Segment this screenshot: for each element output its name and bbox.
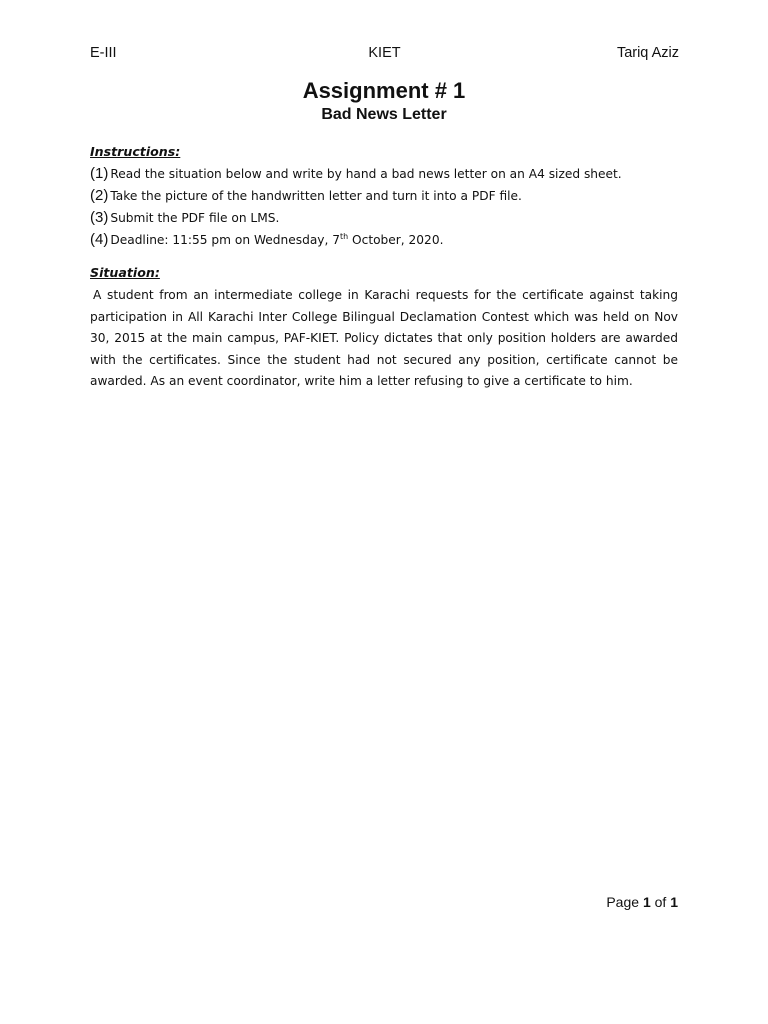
- list-item: [90, 229, 678, 251]
- current-page-number: 1: [642, 894, 651, 910]
- of-label: of: [654, 894, 667, 910]
- header-course-code: E-III: [90, 45, 117, 61]
- page-title: Assignment # 1: [302, 78, 466, 103]
- list-item-number: (1): [90, 165, 109, 182]
- list-item-number: (3): [90, 209, 109, 226]
- header-institution: KIET: [368, 45, 401, 61]
- total-page-count: 1: [670, 894, 678, 910]
- instructions-heading: Instructions:: [90, 144, 181, 159]
- deadline-ordinal-suffix: th: [340, 231, 349, 241]
- situation-heading: Situation:: [90, 265, 160, 280]
- header-instructor: Tariq Aziz: [616, 45, 679, 61]
- list-item-text: Read the situation below and write by hand a bad news letter on an A4 sized sheet.: [110, 167, 622, 181]
- list-item-text: Take the picture of the handwritten letter and turn it into a PDF file.: [110, 189, 522, 203]
- list-item: [90, 163, 678, 185]
- deadline-text-end: October, 2020.: [348, 233, 444, 247]
- list-item-number: (4): [90, 231, 109, 248]
- list-item-number: (2): [90, 187, 109, 204]
- page-subtitle: Bad News Letter: [321, 106, 447, 123]
- list-item: [90, 207, 678, 229]
- list-item-text: Submit the PDF file on LMS.: [110, 211, 280, 225]
- page-header: [90, 45, 679, 65]
- situation-paragraph: A student from an intermediate college in Karachi requests for the certificate against taking participation in All Karachi Inter College Bilingual Declamation Contest which was held on Nov 30, 2015 at the main campus, PAF-KIET. Policy dictates that only position holders are awarded with the certificates. Since the student had not secured any position, certificate cannot be awarded. As an event coordinator, write him a letter refusing to give a certificate to him.: [90, 288, 678, 389]
- page-label: Page: [606, 894, 640, 910]
- instructions-list: [90, 163, 678, 251]
- page-footer: [606, 894, 678, 910]
- deadline-text: Deadline: 11:55 pm on Wednesday, 7: [110, 233, 341, 247]
- list-item: [90, 185, 678, 207]
